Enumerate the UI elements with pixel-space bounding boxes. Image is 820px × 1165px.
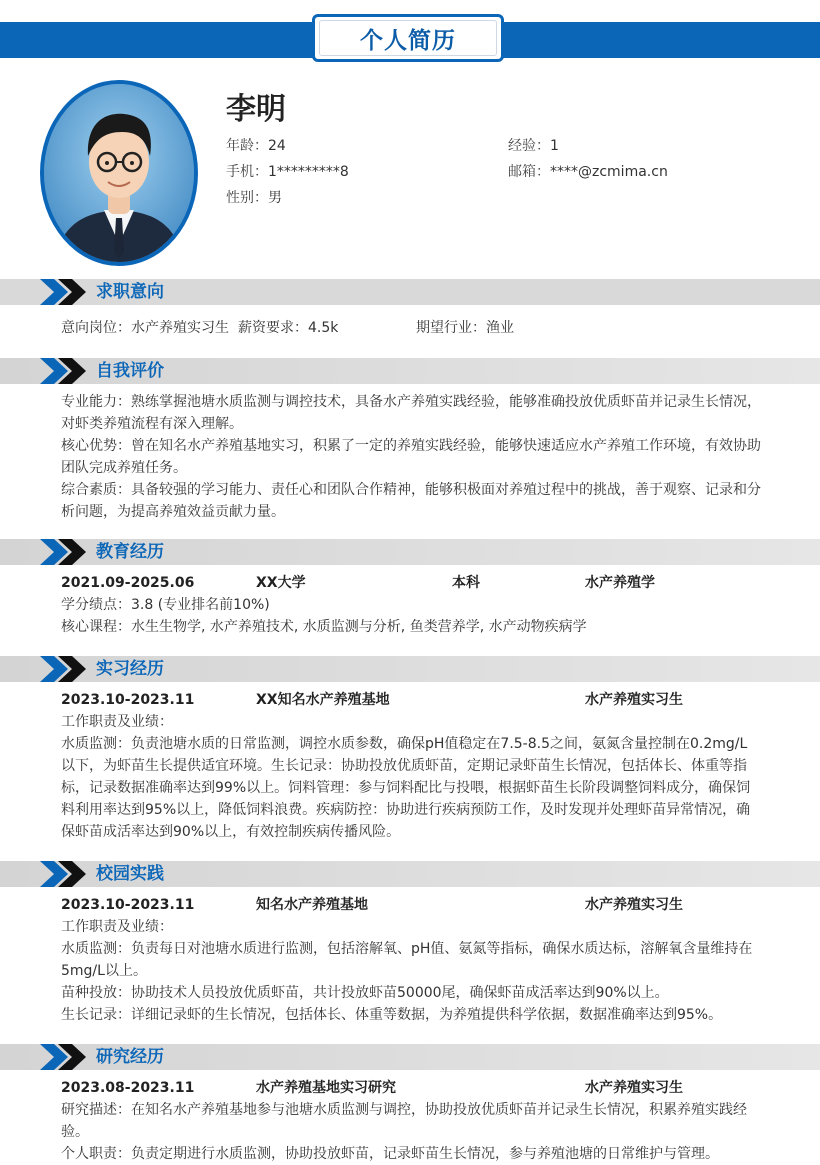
campus-role: 水产养殖实习生 <box>585 897 683 913</box>
education-gpa: 学分绩点：3.8 (专业排名前10%) <box>61 597 270 613</box>
campus-item: 水质监测：负责每日对池塘水质进行监测，包括溶解氧、pH值、氨氮等指标，确保水质达标，溶解氧含量维持在5mg/L以上。 <box>61 941 753 979</box>
section-body-campus <box>61 894 761 1026</box>
info-phone <box>226 161 349 181</box>
info-age <box>226 135 286 155</box>
research-role: 水产养殖实习生 <box>585 1080 683 1096</box>
internship-duty-label: 工作职责及业绩： <box>61 714 173 730</box>
campus-duty-label: 工作职责及业绩： <box>61 919 173 935</box>
education-period: 2021.09-2025.06 <box>61 575 195 591</box>
campus-headline <box>61 894 761 916</box>
education-degree: 本科 <box>452 575 480 591</box>
title-box <box>312 14 504 62</box>
self-eval-paragraph: 专业能力：熟练掌握池塘水质监测与调控技术，具备水产养殖实践经验，能够准确投放优质虾苗并记录生长情况，对虾类养殖流程有深入理解。 <box>61 394 761 432</box>
resume-title: 个人简历 <box>319 20 497 56</box>
experience-label: 经验： <box>508 138 550 154</box>
research-period: 2023.08-2023.11 <box>61 1080 195 1096</box>
education-school: XX大学 <box>256 575 306 591</box>
info-experience <box>508 135 559 155</box>
info-gender <box>226 187 282 207</box>
research-headline <box>61 1077 761 1099</box>
section-body-self-eval <box>61 391 761 523</box>
section-body-internship <box>61 689 761 843</box>
internship-company: XX知名水产养殖基地 <box>256 692 390 708</box>
candidate-name: 李明 <box>226 92 286 127</box>
age-label: 年龄： <box>226 138 268 154</box>
self-eval-paragraph: 核心优势：曾在知名水产养殖基地实习，积累了一定的养殖实践经验，能够快速适应水产养殖工作环境，有效协助团队完成养殖任务。 <box>61 438 761 476</box>
internship-headline <box>61 689 761 711</box>
research-duty: 个人职责：负责定期进行水质监测，协助投放虾苗，记录虾苗生长情况，参与养殖池塘的日常维护与管理。 <box>61 1146 719 1162</box>
education-courses: 核心课程：水生生物学, 水产养殖技术, 水质监测与分析, 鱼类营养学, 水产动物疾病学 <box>61 619 587 635</box>
section-title-self-eval: 自我评价 <box>96 361 164 381</box>
internship-role: 水产养殖实习生 <box>585 692 683 708</box>
section-title-research: 研究经历 <box>96 1047 164 1067</box>
section-title-campus: 校园实践 <box>96 864 164 884</box>
gender-value: 男 <box>268 190 282 206</box>
section-body-intention <box>61 317 761 339</box>
section-body-research <box>61 1077 761 1165</box>
education-major: 水产养殖学 <box>585 575 655 591</box>
double-chevron-icon <box>36 1042 92 1072</box>
double-chevron-icon <box>36 277 92 307</box>
campus-item: 生长记录：详细记录虾的生长情况，包括体长、体重等数据，为养殖提供科学依据，数据准确率达到95%。 <box>61 1007 723 1023</box>
gender-label: 性别： <box>226 190 268 206</box>
intention-position: 意向岗位：水产养殖实习生 <box>61 320 229 336</box>
experience-value: 1 <box>550 138 559 154</box>
intention-salary: 薪资要求：4.5k <box>238 320 339 336</box>
research-desc: 研究描述：在知名水产养殖基地参与池塘水质监测与调控，协助投放优质虾苗并记录生长情况，积累养殖实践经验。 <box>61 1102 747 1140</box>
email-value: ****@zcmima.cn <box>550 164 668 180</box>
campus-period: 2023.10-2023.11 <box>61 897 195 913</box>
avatar-portrait <box>44 84 194 262</box>
intention-row <box>61 317 761 339</box>
double-chevron-icon <box>36 654 92 684</box>
internship-period: 2023.10-2023.11 <box>61 692 195 708</box>
phone-label: 手机： <box>226 164 268 180</box>
campus-item: 苗种投放：协助技术人员投放优质虾苗，共计投放虾苗50000尾，确保虾苗成活率达到90%以上。 <box>61 985 669 1001</box>
internship-detail: 水质监测：负责池塘水质的日常监测，调控水质参数，确保pH值稳定在7.5-8.5之间，氨氮含量控制在0.2mg/L以下，为虾苗生长提供适宜环境。生长记录：协助投放优质虾苗，定期记录虾苗生长情况，包括体长、体重等指标，记录数据准确率达到99%以上。饲料管理：参与饲料配比与投喂，根据虾苗生长阶段调整饲料成分，确保饲料利用率达到95%以上，降低饲料浪费。疾病防控：协助进行疾病预防工作，及时发现并处理虾苗异常情况，确保虾苗成活率达到90%以上，有效控制疾病传播风险。 <box>61 736 751 840</box>
section-header-research <box>0 1042 820 1072</box>
double-chevron-icon <box>36 537 92 567</box>
info-email <box>508 161 668 181</box>
campus-org: 知名水产养殖基地 <box>256 897 368 913</box>
research-project: 水产养殖基地实习研究 <box>256 1080 396 1096</box>
self-eval-paragraph: 综合素质：具备较强的学习能力、责任心和团队合作精神，能够积极面对养殖过程中的挑战，善于观察、记录和分析问题，为提高养殖效益贡献力量。 <box>61 482 761 520</box>
section-title-education: 教育经历 <box>96 542 164 562</box>
age-value: 24 <box>268 138 286 154</box>
double-chevron-icon <box>36 356 92 386</box>
section-header-campus <box>0 859 820 889</box>
section-title-internship: 实习经历 <box>96 659 164 679</box>
section-body-education <box>61 572 761 638</box>
section-header-education <box>0 537 820 567</box>
section-header-internship <box>0 654 820 684</box>
email-label: 邮箱： <box>508 164 550 180</box>
section-header-intention <box>0 277 820 307</box>
intention-industry: 期望行业：渔业 <box>416 320 514 336</box>
avatar <box>40 80 198 266</box>
section-title-intention: 求职意向 <box>96 282 164 302</box>
section-header-self-eval <box>0 356 820 386</box>
double-chevron-icon <box>36 859 92 889</box>
education-headline <box>61 572 761 594</box>
phone-value: 1*********8 <box>268 164 349 180</box>
